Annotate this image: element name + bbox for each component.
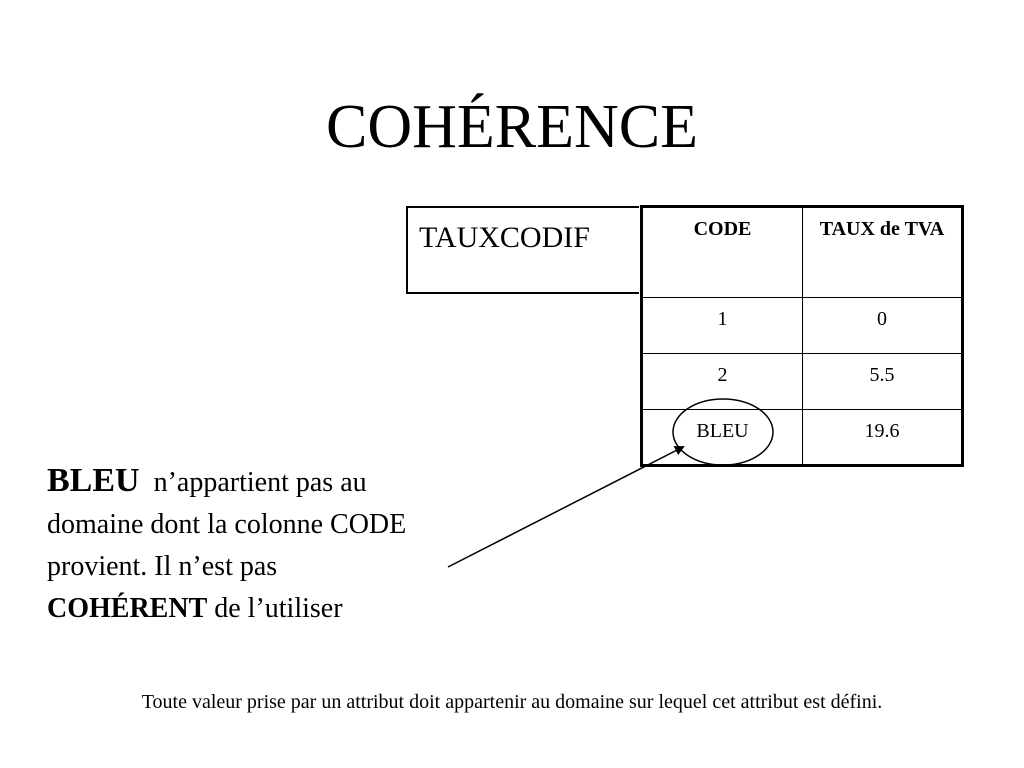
footer-text: Toute valeur prise par un attribut doit appartenir au domaine sur lequel cet attribut est défini.: [141, 691, 883, 713]
table-row: [642, 410, 963, 466]
cell-code: 2: [642, 354, 803, 410]
data-table: [640, 205, 964, 467]
table-name-box: [406, 206, 639, 294]
table-header-row: [642, 207, 963, 298]
cell-code-highlighted: BLEU: [642, 410, 803, 466]
explanation-body-end: de l’utiliser: [214, 593, 343, 624]
explanation-term: BLEU: [47, 462, 140, 499]
cell-taux: 0: [803, 298, 963, 354]
header-code: CODE: [642, 207, 803, 298]
cell-code: 1: [642, 298, 803, 354]
table-row: [642, 298, 963, 354]
slide-title: COHÉRENCE: [326, 93, 698, 161]
header-taux-tva: TAUX de TVA: [803, 207, 963, 298]
explanation-term2: COHÉRENT: [47, 593, 208, 624]
cell-taux: 19.6: [803, 410, 963, 466]
explanation-text: [47, 460, 447, 630]
explanation-body: n’appartient pas au domaine dont la colonne CODE provient. Il n’est pas: [47, 467, 407, 582]
table-name: TAUXCODIF: [419, 221, 590, 254]
cell-taux: 5.5: [803, 354, 963, 410]
table-row: [642, 354, 963, 410]
